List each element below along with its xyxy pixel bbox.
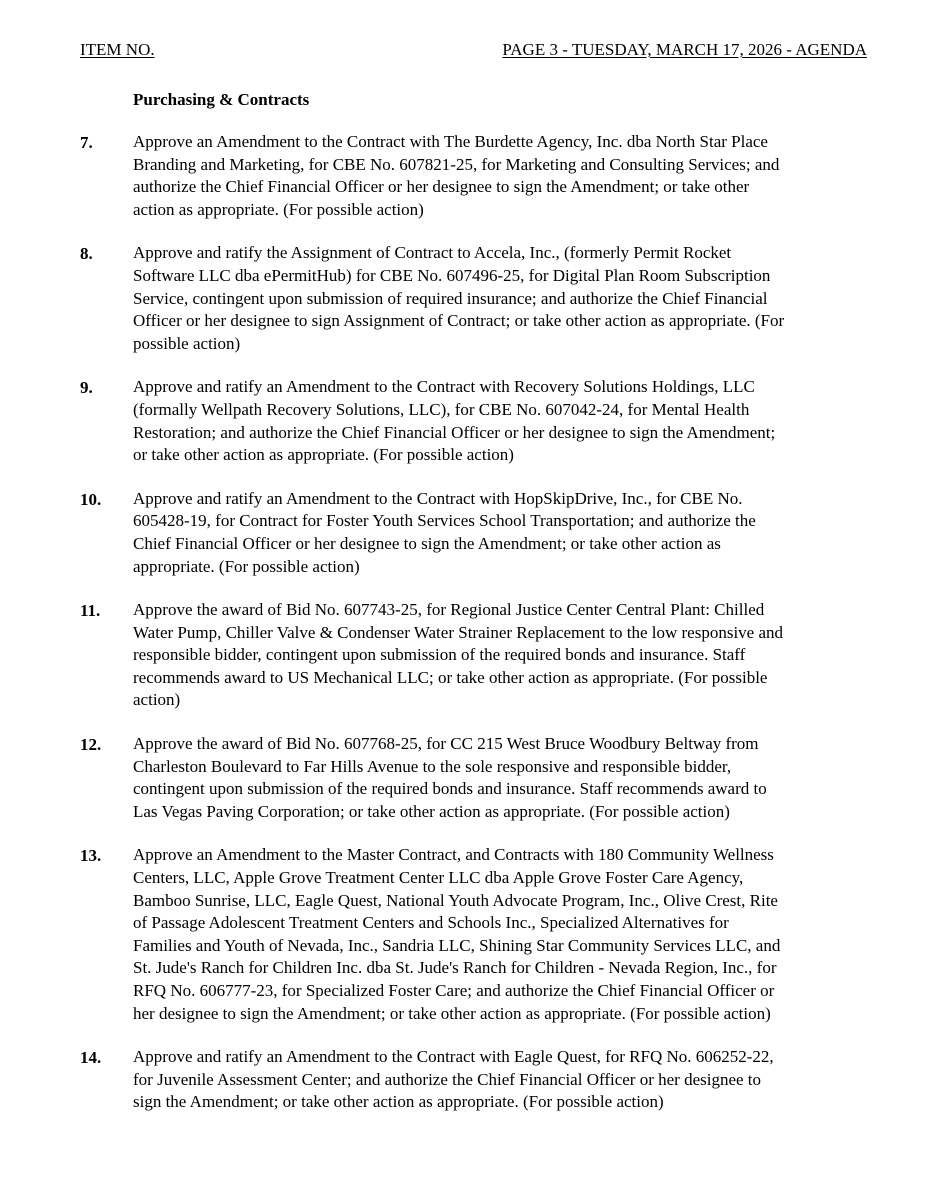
item-text-line: recommends award to US Mechanical LLC; or take other action as appropriate. (For possible: [133, 667, 768, 687]
item-number: 13.: [80, 846, 102, 866]
item-description: [133, 599, 868, 712]
agenda-item: [0, 1046, 948, 1114]
item-number: 9.: [80, 378, 93, 398]
item-description: [133, 488, 868, 578]
item-number: 8.: [80, 244, 93, 264]
agenda-item: [0, 844, 948, 1025]
item-text-line: Las Vegas Paving Corporation; or take other action as appropriate. (For possible action): [133, 801, 730, 821]
item-text-line: Chief Financial Officer or her designee to sign the Amendment; or take other action as: [133, 533, 721, 553]
agenda-item: [0, 599, 948, 712]
item-description: [133, 1046, 868, 1114]
item-text-line: (formally Wellpath Recovery Solutions, LLC), for CBE No. 607042-24, for Mental Health: [133, 399, 750, 419]
item-description: [133, 242, 868, 355]
item-number: 12.: [80, 735, 102, 755]
item-text-line: St. Jude's Ranch for Children Inc. dba St. Jude's Ranch for Children - Nevada Region, Inc., for: [133, 958, 777, 978]
item-text-line: Water Pump, Chiller Valve & Condenser Water Strainer Replacement to the low responsive and: [133, 622, 784, 642]
item-text-line: Families and Youth of Nevada, Inc., Sandria LLC, Shining Star Community Services LLC, and: [133, 935, 781, 955]
item-text-line: responsible bidder, contingent upon submission of the required bonds and insurance. Staff: [133, 645, 746, 665]
item-number: 14.: [80, 1048, 102, 1068]
item-text-line: authorize the Chief Financial Officer or her designee to sign the Amendment; or take other: [133, 177, 750, 197]
section-title: Purchasing & Contracts: [133, 90, 310, 109]
agenda-items: [0, 131, 948, 1135]
item-text-line: contingent upon submission of the required bonds and insurance. Staff recommends award to: [133, 779, 767, 799]
item-text-line: Approve the award of Bid No. 607768-25, for CC 215 West Bruce Woodbury Beltway from: [133, 734, 759, 754]
item-text-line: Officer or her designee to sign Assignment of Contract; or take other action as appropriate. (For: [133, 311, 785, 331]
item-text-line: Centers, LLC, Apple Grove Treatment Center LLC dba Apple Grove Foster Care Agency,: [133, 868, 744, 888]
item-text-line: Approve an Amendment to the Master Contract, and Contracts with 180 Community Wellness: [133, 845, 774, 865]
item-text-line: Branding and Marketing, for CBE No. 607821-25, for Marketing and Consulting Services; and: [133, 154, 780, 174]
item-number: 11.: [80, 601, 101, 621]
item-text-line: or take other action as appropriate. (For possible action): [133, 445, 514, 465]
item-text-line: Restoration; and authorize the Chief Financial Officer or her designee to sign the Amendment;: [133, 422, 776, 442]
item-text-line: for Juvenile Assessment Center; and authorize the Chief Financial Officer or her designee to: [133, 1069, 762, 1089]
item-text-line: Approve the award of Bid No. 607743-25, for Regional Justice Center Central Plant: Chilled: [133, 600, 765, 620]
item-text-line: her designee to sign the Amendment; or take other action as appropriate. (For possible action): [133, 1003, 771, 1023]
item-text-line: Approve an Amendment to the Contract with The Burdette Agency, Inc. dba North Star Place: [133, 132, 768, 151]
item-text-line: sign the Amendment; or take other action as appropriate. (For possible action): [133, 1092, 664, 1112]
item-text-line: action as appropriate. (For possible action): [133, 199, 424, 219]
agenda-item: [0, 242, 948, 355]
page-header: [80, 40, 867, 64]
item-description: [133, 844, 868, 1025]
item-text-line: appropriate. (For possible action): [133, 556, 360, 576]
agenda-item: [0, 376, 948, 466]
agenda-item: [0, 488, 948, 578]
page-date-header: PAGE 3 - TUESDAY, MARCH 17, 2026 - AGENDA: [502, 40, 867, 59]
item-description: [133, 733, 868, 823]
item-text-line: Bamboo Sunrise, LLC, Eagle Quest, National Youth Advocate Program, Inc., Olive Crest, Rite: [133, 890, 778, 910]
item-description: [133, 131, 868, 221]
item-text-line: Service, contingent upon submission of required insurance; and authorize the Chief Financial: [133, 288, 768, 308]
item-text-line: Approve and ratify an Amendment to the Contract with Recovery Solutions Holdings, LLC: [133, 377, 755, 397]
agenda-item: [0, 733, 948, 823]
item-number: 7.: [80, 133, 93, 152]
item-text-line: action): [133, 690, 181, 710]
item-text-line: 605428-19, for Contract for Foster Youth Services School Transportation; and authorize the: [133, 511, 756, 531]
item-no-header: ITEM NO.: [80, 40, 155, 59]
item-text-line: Approve and ratify the Assignment of Contract to Accela, Inc., (formerly Permit Rocket: [133, 243, 732, 263]
item-text-line: Approve and ratify an Amendment to the Contract with HopSkipDrive, Inc., for CBE No.: [133, 488, 743, 508]
item-text-line: Software LLC dba ePermitHub) for CBE No. 607496-25, for Digital Plan Room Subscription: [133, 265, 771, 285]
item-text-line: RFQ No. 606777-23, for Specialized Foster Care; and authorize the Chief Financial Officer or: [133, 981, 775, 1000]
item-number: 10.: [80, 489, 102, 509]
item-text-line: Approve and ratify an Amendment to the Contract with Eagle Quest, for RFQ No. 606252-22,: [133, 1047, 774, 1067]
item-text-line: Charleston Boulevard to Far Hills Avenue to the sole responsive and responsible bidder,: [133, 756, 732, 776]
item-description: [133, 376, 868, 466]
item-text-line: possible action): [133, 333, 241, 353]
agenda-item: [0, 131, 948, 221]
item-text-line: of Passage Adolescent Treatment Centers and Schools Inc., Specialized Alternatives for: [133, 913, 729, 933]
